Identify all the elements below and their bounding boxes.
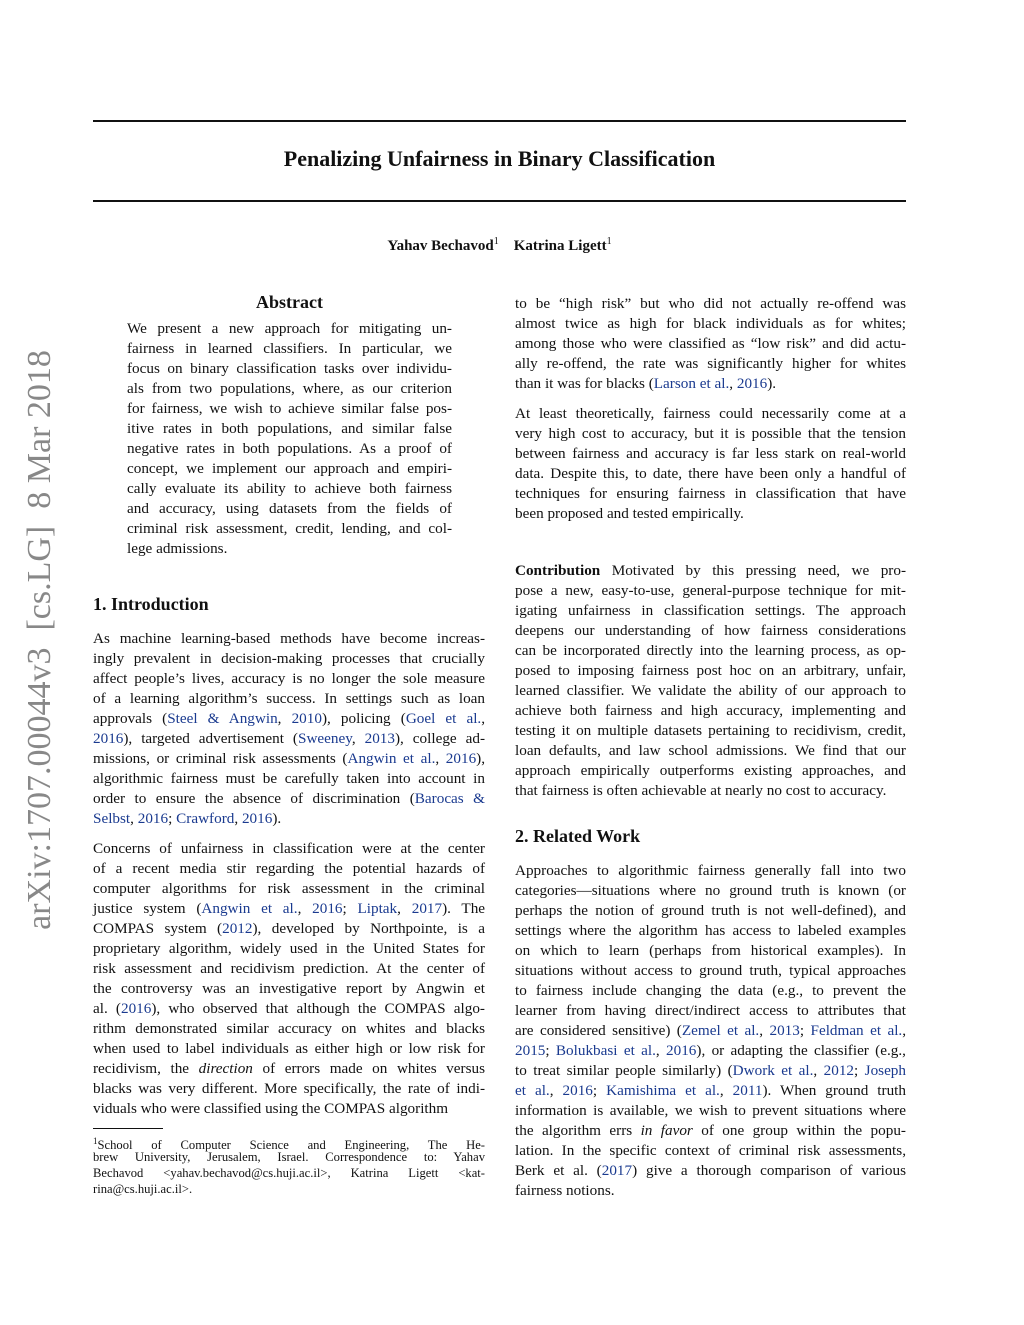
top-rule — [93, 120, 906, 122]
text-line: loan defaults, and law school admissions. We find that our — [515, 742, 906, 759]
citation-link[interactable]: 2016 — [312, 900, 343, 917]
text-line: COMPAS system (2012), developed by Northpointe, is a — [93, 920, 485, 937]
citation-link[interactable]: 2012 — [222, 920, 253, 937]
text-line: recidivism, the direction of errors made on whites versus — [93, 1060, 485, 1077]
text-line: of a recent media stir regarding the potential hazards of — [93, 860, 485, 877]
text-line: ingly prevalent in decision-making processes that crucially — [93, 650, 485, 667]
text-line: lation. In the specific context of criminal risk assessments, — [515, 1142, 906, 1159]
text-line: rina@cs.huji.ac.il>. — [93, 1182, 193, 1196]
citation-link[interactable]: 2016 — [736, 375, 768, 392]
text-line: on which to learn (perhaps from historical examples). In — [515, 942, 906, 959]
text-line: Selbst, 2016; Crawford, 2016). — [93, 810, 282, 827]
citation-link[interactable]: Dwork et al. — [732, 1062, 814, 1079]
text-line: et al., 2016; Kamishima et al., 2011). When ground truth — [515, 1082, 906, 1099]
citation-link[interactable]: Goel et al. — [405, 710, 482, 727]
section-heading-related-work: 2. Related Work — [515, 826, 641, 846]
citation-link[interactable]: 2015 — [515, 1042, 546, 1059]
emphasis: in favor — [640, 1122, 693, 1139]
text-line: lege admissions. — [127, 540, 228, 557]
abstract-text — [127, 319, 452, 559]
text-line: been proposed and tested empirically. — [515, 505, 744, 522]
citation-link[interactable]: 2013 — [364, 730, 395, 747]
text-line: risk assessment and recidivism prediction. At the center of — [93, 960, 485, 977]
text-line: for fairness, we wish to achieve similar false pos- — [127, 400, 452, 417]
citation-link[interactable]: Bolukbasi et al. — [555, 1042, 656, 1059]
text-line: achieve both fairness and high accuracy, implementing and — [515, 702, 906, 719]
body-paragraph — [515, 294, 906, 394]
citation-link[interactable]: Kamishima et al. — [606, 1082, 720, 1099]
author-name: Yahav Bechavod — [387, 238, 494, 254]
text-line: very high cost to accuracy, but it is possible that the tension — [515, 425, 906, 442]
text-line: than it was for blacks (Larson et al., 2016). — [515, 375, 777, 392]
author-list — [93, 236, 906, 255]
citation-link[interactable]: Liptak — [357, 900, 398, 917]
text-line: 2016), targeted advertisement (Sweeney, 2013), college ad- — [93, 730, 486, 747]
arxiv-stamp: arXiv:1707.00044v3 [cs.LG] 8 Mar 2018 — [21, 350, 58, 930]
text-line: affect people’s lives, accuracy is no longer the sole measure — [93, 670, 485, 687]
citation-link[interactable]: Barocas & — [414, 790, 485, 807]
text-line: At least theoretically, fairness could necessarily come at a — [515, 405, 906, 422]
text-line: negative rates in both populations. As a proof of — [127, 440, 452, 457]
text-line: $^1$School of Computer Science and Engineering, The He- — [93, 1136, 485, 1153]
text-line: brew University, Jerusalem, Israel. Correspondence to: Yahav — [93, 1150, 485, 1164]
text-line: to treat similar people similarly) (Dwork et al., 2012; Joseph — [515, 1062, 906, 1079]
title-rule — [93, 200, 906, 202]
text-line: Contribution Motivated by this pressing need, we pro- — [515, 562, 906, 579]
text-line: fairness in learned classifiers. In particular, we — [127, 340, 452, 357]
text-line: when used to label individuals as either high or low risk for — [93, 1040, 485, 1057]
text-line: between fairness and accuracy is far less stark on real-world — [515, 445, 906, 462]
text-line: Berk et al. (2017) give a thorough comparison of various — [515, 1162, 906, 1179]
text-line: Bechavod <yahav.bechavod@cs.huji.ac.il>, Katrina Ligett <kat- — [93, 1166, 485, 1180]
text-line: the algorithm errs in favor of one group within the popu- — [515, 1122, 906, 1139]
citation-link[interactable]: Steel & Angwin — [167, 710, 278, 727]
citation-link[interactable]: 2016 — [666, 1042, 697, 1059]
citation-link[interactable]: et al. — [515, 1082, 550, 1099]
paper-title: Penalizing Unfairness in Binary Classification — [283, 146, 716, 171]
citation-link[interactable]: Larson et al. — [653, 375, 730, 392]
text-line: almost twice as high for black individuals as for whites; — [515, 315, 906, 332]
citation-link[interactable]: 2016 — [445, 750, 477, 767]
abstract-heading: Abstract — [256, 292, 323, 312]
citation-link[interactable]: Angwin et al. — [347, 750, 436, 767]
text-line: settings where the algorithm has access to labeled examples — [515, 922, 906, 939]
text-line: order to ensure the absence of discrimination (Barocas & — [93, 790, 485, 807]
text-line: cally evaluate its ability to achieve both fairness — [127, 480, 452, 497]
text-line: al. (2016), who observed that although the COMPAS algo- — [93, 1000, 485, 1017]
text-line: deepens our understanding of how fairness considerations — [515, 622, 906, 639]
text-line: approvals (Steel & Angwin, 2010), policing (Goel et al., — [93, 710, 486, 727]
text-line: are considered sensitive) (Zemel et al., 2013; Feldman et al., — [515, 1022, 907, 1039]
text-line: that fairness is often achievable at nearly no cost to accuracy. — [515, 782, 887, 799]
text-line: als from two populations, where, as our criterion — [127, 380, 452, 397]
text-line: ally re-offend, the rate was significantly higher for whites — [515, 355, 906, 372]
citation-link[interactable]: 2017 — [411, 900, 443, 917]
text-line: testing it on multiple datasets pertaining to recidivism, credit, — [515, 722, 906, 739]
citation-link[interactable]: 2016 — [137, 810, 169, 827]
text-line: rithm demonstrated similar accuracy on whites and blacks — [93, 1020, 485, 1037]
author-affiliation: 1 — [606, 236, 612, 247]
text-line: blacks was very different. More specifically, the rate of indi- — [93, 1080, 485, 1097]
text-line: can be incorporated directly into the learning process, as op- — [515, 642, 906, 659]
footnote-rule — [93, 1128, 163, 1129]
text-line: proprietary algorithm, widely used in the United States for — [93, 940, 485, 957]
text-line: the controversy was an investigative report by Angwin et — [93, 980, 485, 997]
citation-link[interactable]: Crawford — [176, 810, 235, 827]
text-line: missions, or criminal risk assessments (Angwin et al., 2016), — [93, 750, 486, 767]
text-line: We present a new approach for mitigating un- — [127, 320, 452, 337]
citation-link[interactable]: Selbst — [93, 810, 131, 827]
footnote-marker: 1 — [93, 1136, 98, 1146]
citation-link[interactable]: Angwin et al. — [201, 900, 298, 917]
text-line: among those who were classified as “low risk” and did actu- — [515, 335, 906, 352]
citation-link[interactable]: 2017 — [601, 1162, 633, 1179]
contribution-paragraph — [515, 561, 906, 801]
text-line: criminal risk assessment, credit, lending, and col- — [127, 520, 452, 537]
text-line: itive rates in both populations, and similar false — [127, 420, 452, 437]
intro-paragraph — [93, 629, 485, 829]
author-affiliation: 1 — [493, 236, 499, 247]
text-line: Concerns of unfairness in classification were at the center — [93, 840, 485, 857]
text-line: to be “high risk” but who did not actually re-offend was — [515, 295, 906, 312]
text-line: posed to imposing fairness post hoc on an arbitrary, unfair, — [515, 662, 906, 679]
text-line: approach empirically outperforms existing approaches, and — [515, 762, 906, 779]
section-heading-introduction: 1. Introduction — [93, 594, 209, 614]
citation-link[interactable]: Zemel et al. — [681, 1022, 760, 1039]
citation-link[interactable]: 2010 — [291, 710, 322, 727]
text-line: pose a new, easy-to-use, general-purpose technique for mit- — [515, 582, 906, 599]
related-work-paragraph — [515, 861, 906, 1201]
citation-link[interactable]: Feldman et al. — [810, 1022, 903, 1039]
citation-link[interactable]: 2016 — [241, 810, 273, 827]
paragraph-label: Contribution — [515, 562, 601, 579]
text-line: perhaps the notion of ground truth is not well-defined), and — [515, 902, 906, 919]
text-line: As machine learning-based methods have become increas- — [93, 630, 485, 647]
intro-paragraph — [93, 839, 485, 1119]
citation-link[interactable]: 2013 — [769, 1022, 800, 1039]
text-line: justice system (Angwin et al., 2016; Liptak, 2017). The — [93, 900, 486, 917]
text-line: to fairness include changing the data (e.g., to prevent the — [515, 982, 906, 999]
citation-link[interactable]: Joseph — [864, 1062, 906, 1079]
citation-link[interactable]: 2016 — [93, 730, 124, 747]
text-line: learned classifier. We validate the ability of our approach to — [515, 682, 906, 699]
footnote — [93, 1133, 485, 1197]
text-line: 2015; Bolukbasi et al., 2016), or adapting the classifier (e.g., — [515, 1042, 906, 1059]
text-line: learner from having direct/indirect access to attributes that — [515, 1002, 906, 1019]
text-line: algorithmic fairness must be carefully taken into account in — [93, 770, 485, 787]
text-line: of a learning algorithm’s success. In settings such as loan — [93, 690, 485, 707]
text-line: computer algorithms for risk assessment in the criminal — [93, 880, 485, 897]
citation-link[interactable]: 2016 — [120, 1000, 152, 1017]
emphasis: direction — [198, 1060, 253, 1077]
text-line: information is available, we wish to prevent situations where — [515, 1102, 906, 1119]
text-line: Approaches to algorithmic fairness generally fall into two — [515, 862, 906, 879]
text-line: and accuracy, using datasets from the fields of — [127, 500, 452, 517]
text-line: focus on binary classification tasks over individu- — [127, 360, 452, 377]
citation-link[interactable]: 2011 — [732, 1082, 763, 1099]
text-line: techniques for ensuring fairness in classification that have — [515, 485, 906, 502]
text-line: viduals who were classified using the COMPAS algorithm — [93, 1100, 449, 1117]
citation-link[interactable]: Sweeney — [298, 730, 352, 747]
citation-link[interactable]: 2012 — [823, 1062, 855, 1079]
citation-link[interactable]: 2016 — [562, 1082, 593, 1099]
text-line: categories—situations where no ground truth is known (or — [515, 882, 906, 899]
author-name: Katrina Ligett — [513, 238, 607, 254]
text-line: concept, we implement our approach and empiri- — [127, 460, 452, 477]
text-line: situations without access to ground truth, typical approaches — [515, 962, 906, 979]
text-line: data. Despite this, to date, there have been only a handful of — [515, 465, 906, 482]
text-line: fairness notions. — [515, 1182, 615, 1199]
body-paragraph — [515, 404, 906, 524]
text-line: igating unfairness in classification settings. The approach — [515, 602, 906, 619]
